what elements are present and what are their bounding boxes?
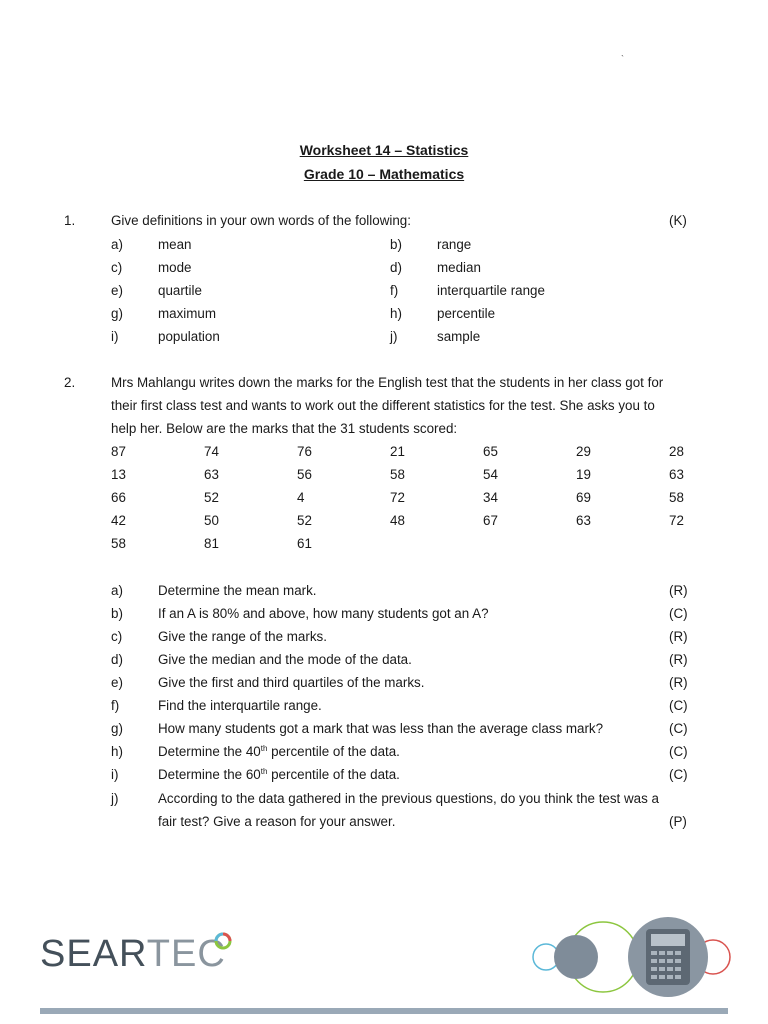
- marks-table-cell: 61: [297, 536, 312, 551]
- marks-table-cell: 21: [390, 444, 405, 459]
- marks-table-cell: 72: [669, 513, 684, 528]
- marks-table-cell: 63: [576, 513, 591, 528]
- q1-item-row: [0, 306, 768, 326]
- q1-item-row: [0, 283, 768, 303]
- item-term: quartile: [158, 283, 202, 298]
- part-label: i): [111, 767, 119, 782]
- marks-table-cell: 42: [111, 513, 126, 528]
- stray-mark: `: [621, 54, 624, 64]
- item-label: b): [390, 237, 402, 252]
- part-label: j): [111, 791, 119, 806]
- part-label: e): [111, 675, 123, 690]
- part-mark: (R): [669, 583, 688, 598]
- item-label: a): [111, 237, 123, 252]
- logo-ring-blue: [216, 934, 223, 941]
- worksheet-subtitle: Grade 10 – Mathematics: [303, 166, 465, 182]
- part-label: a): [111, 583, 123, 598]
- marks-table-cell: 48: [390, 513, 405, 528]
- q2-part: [0, 744, 768, 764]
- q1-item-row: [0, 329, 768, 349]
- part-mark: (C): [669, 767, 688, 782]
- marks-table-cell: 72: [390, 490, 405, 505]
- marks-table-cell: 56: [297, 467, 312, 482]
- part-label: d): [111, 652, 123, 667]
- part-mark: (P): [669, 814, 687, 829]
- q2-part: [0, 675, 768, 695]
- part-mark: (C): [669, 698, 688, 713]
- marks-table-cell: 29: [576, 444, 591, 459]
- circle-grey-small-icon: [554, 935, 598, 979]
- part-label: h): [111, 744, 123, 759]
- marks-table-cell: 66: [111, 490, 126, 505]
- q2-number: 2.: [64, 375, 76, 390]
- part-label: f): [111, 698, 120, 713]
- part-text: How many students got a mark that was less than the average class mark?: [158, 721, 604, 736]
- q2-part-continuation: [0, 814, 768, 834]
- part-text-after: percentile of the data.: [267, 744, 400, 759]
- marks-table-cell: 52: [204, 490, 219, 505]
- ordinal-suffix: th: [260, 744, 268, 753]
- marks-table-cell: 74: [204, 444, 219, 459]
- logo-ring-red: [223, 934, 230, 941]
- part-mark: (C): [669, 721, 688, 736]
- item-term: median: [437, 260, 481, 275]
- q2-part: [0, 767, 768, 787]
- item-label: j): [390, 329, 398, 344]
- part-mark: (R): [669, 629, 688, 644]
- q2-part: [0, 583, 768, 603]
- item-label: h): [390, 306, 402, 321]
- item-term: range: [437, 237, 472, 252]
- marks-table-cell: 63: [204, 467, 219, 482]
- item-term: sample: [437, 329, 481, 344]
- marks-table-cell: 65: [483, 444, 498, 459]
- item-label: d): [390, 260, 402, 275]
- ordinal-suffix: th: [260, 767, 268, 776]
- part-label: g): [111, 721, 123, 736]
- item-label: i): [111, 329, 119, 344]
- q1-heading: [0, 213, 768, 233]
- item-label: c): [111, 260, 123, 275]
- part-text: According to the data gathered in the previous questions, do you think the test was a: [158, 791, 659, 806]
- marks-table-cell: 58: [111, 536, 126, 551]
- q2-intro-line: their first class test and wants to work out the different statistics for the test. She asks you to: [111, 398, 655, 413]
- part-mark: (R): [669, 675, 688, 690]
- q1-item-row: [0, 260, 768, 280]
- part-label: c): [111, 629, 123, 644]
- part-label: b): [111, 606, 123, 621]
- part-text-after: percentile of the data.: [267, 767, 400, 782]
- item-label: g): [111, 306, 123, 321]
- part-mark: (C): [669, 606, 688, 621]
- item-label: f): [390, 283, 399, 298]
- marks-table-cell: 81: [204, 536, 219, 551]
- marks-table-cell: 52: [297, 513, 312, 528]
- marks-table-cell: 67: [483, 513, 498, 528]
- part-text: Give the range of the marks.: [158, 629, 327, 644]
- part-mark: (C): [669, 744, 688, 759]
- part-text-before: Determine the 60: [158, 767, 261, 782]
- logo-sear: SEAR: [40, 933, 147, 975]
- marks-table-cell: 13: [111, 467, 126, 482]
- item-term: mean: [158, 237, 192, 252]
- worksheet-title: Worksheet 14 – Statistics: [299, 142, 469, 158]
- q2-intro-line: Mrs Mahlangu writes down the marks for the English test that the students in her class got for: [111, 375, 664, 390]
- marks-table-cell: 63: [669, 467, 684, 482]
- marks-table-cell: 69: [576, 490, 591, 505]
- part-text: Give the first and third quartiles of the marks.: [158, 675, 425, 690]
- q1-item-row: [0, 237, 768, 257]
- footer-bar: [40, 1008, 728, 1014]
- logo-mark-icon: [210, 928, 236, 954]
- part-text: If an A is 80% and above, how many students got an A?: [158, 606, 489, 621]
- part-mark: (R): [669, 652, 688, 667]
- item-term: percentile: [437, 306, 496, 321]
- item-term: mode: [158, 260, 192, 275]
- q2-part: [0, 721, 768, 741]
- logo-tec: TEC: [146, 933, 226, 975]
- part-text: fair test? Give a reason for your answer.: [158, 814, 396, 829]
- marks-table-cell: 50: [204, 513, 219, 528]
- q1-text: Give definitions in your own words of the following:: [111, 213, 411, 228]
- marks-table-cell: 28: [669, 444, 684, 459]
- marks-table-cell: 19: [576, 467, 591, 482]
- item-label: e): [111, 283, 123, 298]
- marks-table-cell: 34: [483, 490, 498, 505]
- q2-part: [0, 652, 768, 672]
- part-text: [158, 767, 400, 782]
- q1-number: 1.: [64, 213, 76, 228]
- q2-intro-line: help her. Below are the marks that the 31 students scored:: [111, 421, 458, 436]
- marks-table-cell: 54: [483, 467, 498, 482]
- marks-table-cell: 87: [111, 444, 126, 459]
- marks-table-cell: 58: [669, 490, 684, 505]
- part-text: Give the median and the mode of the data.: [158, 652, 412, 667]
- part-text: Find the interquartile range.: [158, 698, 322, 713]
- q2-part: [0, 791, 768, 811]
- decorative-circles-graphic: [528, 915, 734, 999]
- marks-table-cell: 58: [390, 467, 405, 482]
- marks-table-cell: 4: [297, 490, 305, 505]
- part-text: Determine the mean mark.: [158, 583, 317, 598]
- seartec-logo: [40, 933, 226, 976]
- calculator-screen-icon: [651, 934, 685, 946]
- item-term: interquartile range: [437, 283, 545, 298]
- q2-part: [0, 629, 768, 649]
- marks-table-cell: 76: [297, 444, 312, 459]
- item-term: maximum: [158, 306, 217, 321]
- item-term: population: [158, 329, 220, 344]
- q1-mark: (K): [669, 213, 687, 228]
- q2-part: [0, 606, 768, 626]
- part-text: [158, 744, 400, 759]
- part-text-before: Determine the 40: [158, 744, 261, 759]
- q2-part: [0, 698, 768, 718]
